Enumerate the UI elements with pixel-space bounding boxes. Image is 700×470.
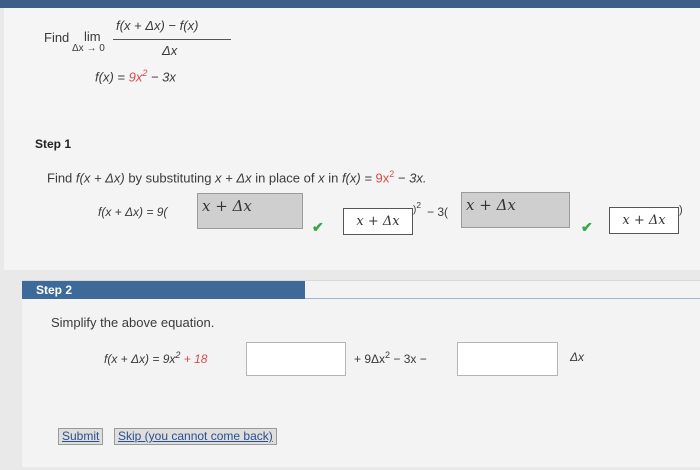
step1-minus-three: − 3(: [427, 205, 449, 219]
top-bar: [0, 0, 700, 8]
problem-panel: [4, 8, 700, 120]
step1-instruction: Find f(x + Δx) by substituting x + Δx in place of x in $f(x) = 9x^2 - 3x$.: [47, 169, 427, 186]
step1-close-exp: )$^2$: [413, 200, 421, 216]
step2-header: Step 2: [22, 281, 305, 299]
lim-subscript: Δx → 0: [72, 43, 105, 54]
step1-close-paren: ): [679, 204, 683, 216]
fraction-bar: [113, 39, 231, 40]
check-icon-1: ✔: [312, 219, 324, 235]
step1-filled-input-2[interactable]: x + Δx: [461, 192, 570, 228]
check-icon-2: ✔: [581, 219, 593, 235]
step2-input-2[interactable]: [457, 342, 558, 376]
find-label: Find: [44, 30, 70, 45]
step2-eq-lhs: $f(x + \Delta x) = 9x^2 + 18$: [104, 350, 208, 366]
step2-instruction: Simplify the above equation.: [51, 315, 215, 330]
step1-panel: [4, 120, 700, 270]
submit-button[interactable]: Submit: [58, 428, 103, 445]
function-definition: $f(x) = 9x^2 - 3x$: [95, 68, 176, 85]
step2-header-rule: [305, 298, 700, 299]
step1-filled-input-1[interactable]: x + Δx: [197, 193, 303, 229]
fraction-denominator: Δx: [162, 43, 178, 58]
step2-eq-end: Δx: [570, 350, 585, 364]
step1-header: Step 1: [35, 137, 72, 151]
step1-answer-box-1: x + Δx: [343, 208, 413, 235]
skip-button[interactable]: Skip (you cannot come back): [114, 428, 277, 445]
step1-eq-lhs: f(x + Δx) = 9(: [98, 205, 168, 219]
step2-eq-mid: + $9\Delta x^2 - 3x$ −: [354, 350, 427, 366]
fraction-numerator: f(x + Δx) − f(x): [116, 18, 199, 33]
lim-label: lim: [84, 29, 101, 44]
step2-input-1[interactable]: [246, 342, 346, 376]
step1-answer-box-2: x + Δx: [609, 207, 679, 234]
